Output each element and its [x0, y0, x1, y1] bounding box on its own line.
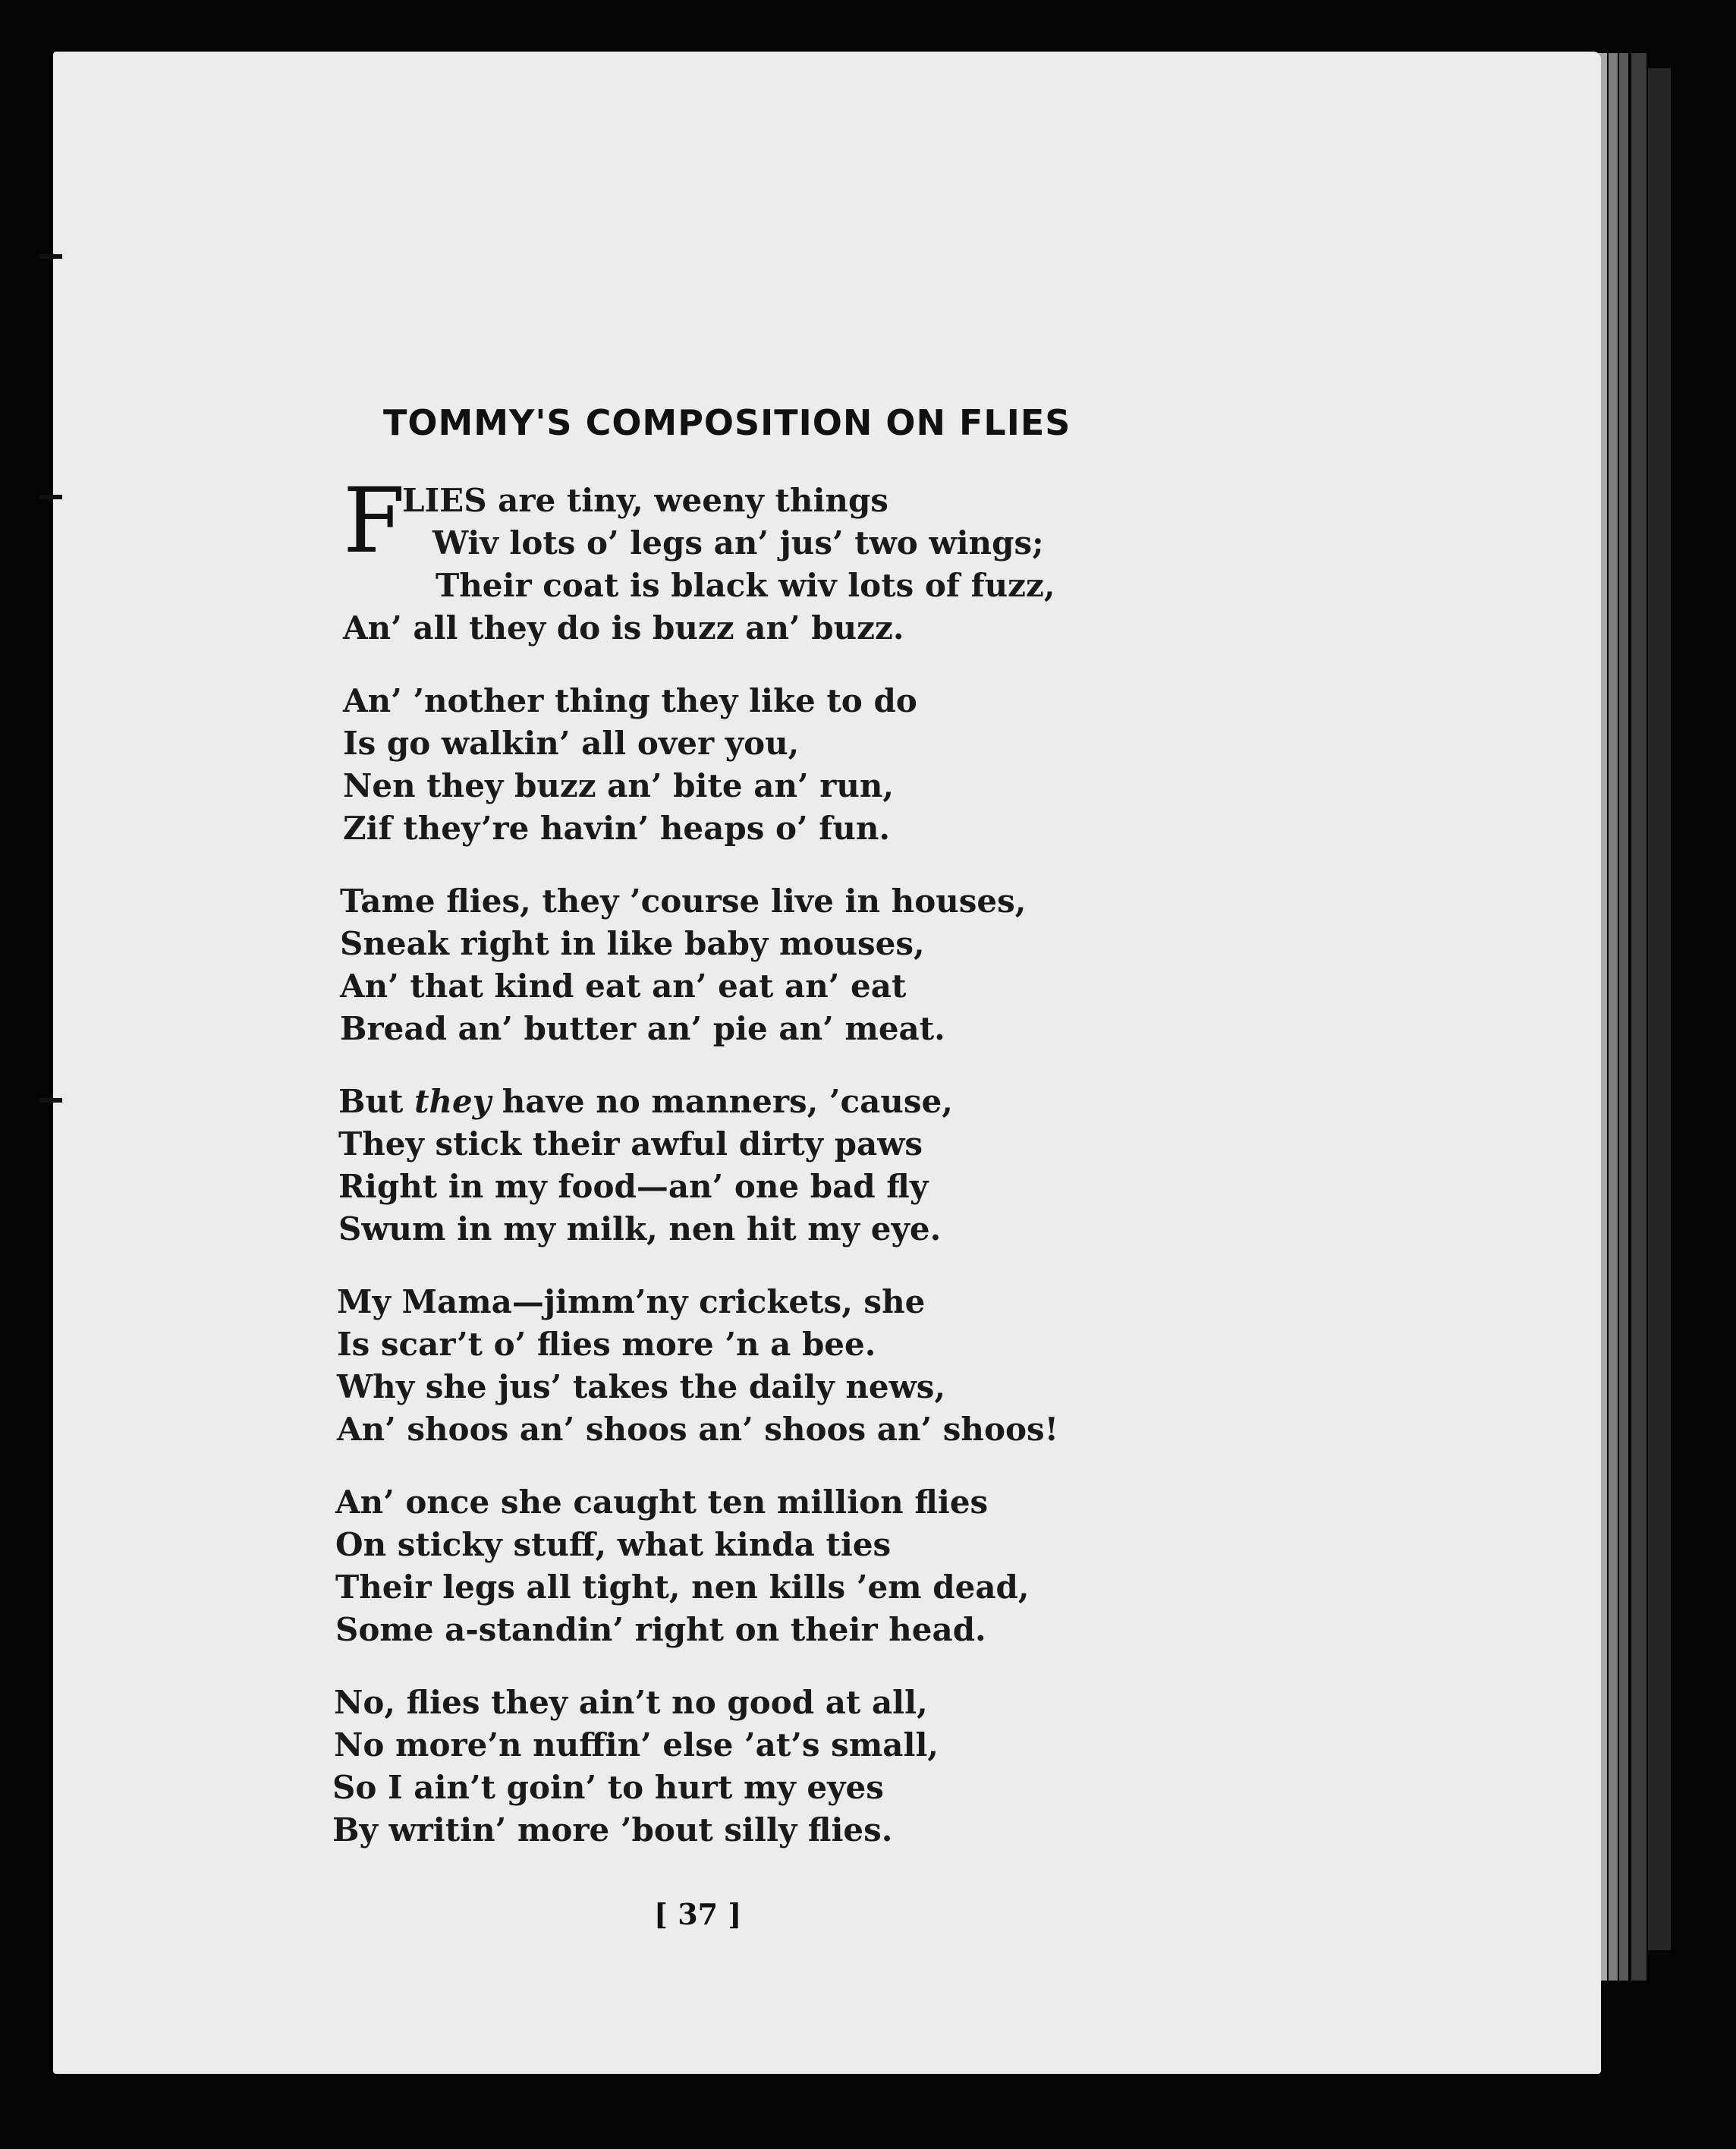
drop-cap: F [343, 468, 405, 573]
poem-line: Sneak right in like baby mouses, [340, 925, 925, 962]
poem-line: On sticky stuff, what kinda ties [335, 1526, 892, 1563]
poem-line: Zif they’re havin’ heaps o’ fun. [343, 810, 891, 847]
stanza-5 [332, 1281, 1106, 1451]
poem-line: An’ once she caught ten million flies [335, 1484, 989, 1521]
poem-body [332, 468, 1106, 1882]
poem-line: Bread an’ butter an’ pie an’ meat. [340, 1010, 945, 1047]
poem-line: An’ all they do is buzz an’ buzz. [343, 609, 904, 647]
emphasis: they [414, 1083, 492, 1120]
poem-line: Their coat is black wiv lots of fuzz, [436, 567, 1055, 604]
poem-line: They stick their awful dirty paws [338, 1125, 923, 1163]
poem-line: An’ shoos an’ shoos an’ shoos an’ shoos! [337, 1411, 1059, 1448]
line-text: have no manners, ’cause, [491, 1083, 953, 1120]
poem-line: Tame flies, they ’course live in houses, [340, 883, 1027, 920]
poem-line: An’ that kind eat an’ eat an’ eat [340, 968, 907, 1005]
stanza-1 [332, 468, 1106, 650]
book-spine-edge [1648, 68, 1671, 1950]
stanza-3 [332, 880, 1106, 1050]
poem-line: So I ain’t goin’ to hurt my eyes [332, 1769, 884, 1806]
gutter-mark [39, 254, 62, 259]
poem-line [332, 1081, 1106, 1123]
poem-line: No, flies they ain’t no good at all, [334, 1684, 928, 1721]
stanza-2 [332, 680, 1106, 850]
page-edge [1619, 53, 1628, 1981]
poem-line: Right in my food—an’ one bad fly [338, 1168, 929, 1205]
stanza-4 [332, 1081, 1106, 1251]
page-edge [1631, 53, 1646, 1981]
poem-line: Swum in my milk, nen hit my eye. [338, 1210, 942, 1248]
poem-title: TOMMY'S COMPOSITION ON FLIES [383, 402, 1071, 443]
poem-line: LIES are tiny, weeny things [402, 482, 888, 519]
poem-line: Wiv lots o’ legs an’ jus’ two wings; [432, 524, 1044, 562]
poem-line: Why she jus’ takes the daily news, [337, 1368, 946, 1405]
page-edge [1609, 53, 1618, 1981]
gutter-line [49, 52, 52, 2074]
stanza-6 [332, 1481, 1106, 1651]
poem-line: An’ ’nother thing they like to do [343, 682, 917, 719]
poem-line: Is scar’t o’ flies more ’n a bee. [337, 1326, 876, 1363]
poem-line: Their legs all tight, nen kills ’em dead, [335, 1568, 1030, 1606]
page-number: [ 37 ] [654, 1897, 742, 1931]
gutter-mark [39, 1098, 62, 1103]
poem-line: Some a-standin’ right on their head. [335, 1611, 986, 1648]
poem-line: Is go walkin’ all over you, [343, 725, 800, 762]
gutter-mark [39, 495, 62, 499]
poem-line: My Mama—jimm’ny crickets, she [337, 1283, 926, 1320]
poem-line: No more’n nuffin’ else ’at’s small, [334, 1726, 939, 1764]
line-text: But [338, 1083, 415, 1120]
poem-line: By writin’ more ’bout silly flies. [332, 1811, 893, 1849]
poem-line: Nen they buzz an’ bite an’ run, [343, 767, 895, 804]
stanza-7 [332, 1682, 1106, 1852]
